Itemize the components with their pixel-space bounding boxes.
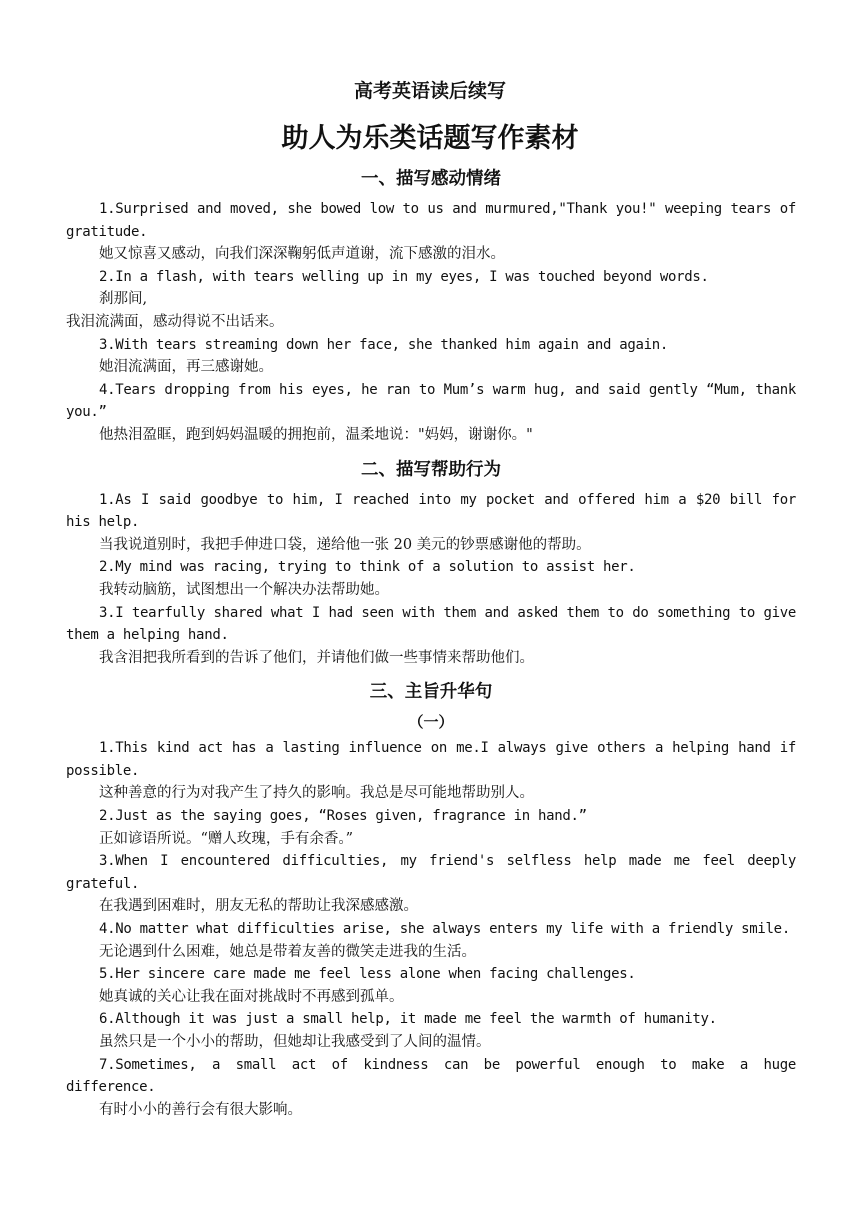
english-sentence: 2.In a flash, with tears welling up in my eyes, I was touched beyond words. [99, 268, 709, 285]
english-sentence: 3.When I encountered difficulties, my friend's selfless help made me feel deeply grateful. [66, 853, 796, 892]
english-sentence: 1.Surprised and moved, she bowed low to us and murmured,"Thank you!" weeping tears of gratitude. [66, 201, 796, 240]
chinese-translation: 他热泪盈眶，跑到妈妈温暖的拥抱前，温柔地说："妈妈，谢谢你。" [99, 426, 533, 443]
section-emotion [66, 166, 796, 447]
english-sentence: 5.Her sincere care made me feel less alone when facing challenges. [99, 966, 636, 983]
chinese-translation: 我含泪把我所看到的告诉了他们，并请他们做一些事情来帮助他们。 [99, 649, 534, 666]
chinese-translation: 我转动脑筋，试图想出一个解决办法帮助她。 [99, 581, 389, 598]
english-sentence: 3.With tears streaming down her face, she thanked him again and again. [99, 336, 669, 353]
english-sentence: 4.Tears dropping from his eyes, he ran to Mum’s warm hug, and said gently “Mum, thank you.” [66, 381, 796, 421]
chinese-translation: 虽然只是一个小小的帮助，但她却让我感受到了人间的温情。 [99, 1034, 491, 1050]
document-title: 助人为乐类话题写作素材 [281, 123, 579, 154]
section-theme [66, 679, 796, 1121]
english-sentence: 1.This kind act has a lasting influence on me.I always give others a helping hand if possible. [66, 740, 796, 779]
section-helping [66, 457, 796, 670]
english-sentence: 3.I tearfully shared what I had seen with them and asked them to do something to give them a helping hand. [66, 604, 796, 644]
chinese-translation: 她真诚的关心让我在面对挑战时不再感到孤单。 [99, 988, 404, 1005]
section-heading: 三、主旨升华句 [369, 682, 493, 703]
english-sentence: 1.As I said goodbye to him, I reached into my pocket and offered him a $20 bill for his help. [66, 491, 796, 531]
chinese-translation: 她又惊喜又感动，向我们深深鞠躬低声道谢，流下感激的泪水。 [99, 246, 505, 263]
chinese-translation: 正如谚语所说。“赠人玫瑰，手有余香。” [99, 830, 354, 847]
chinese-translation: 当我说道别时，我把手伸进口袋，递给他一张 20 美元的钞票感谢他的帮助。 [99, 536, 591, 553]
document-subtitle: 高考英语读后续写 [353, 80, 506, 102]
chinese-translation: 她泪流满面，再三感谢她。 [99, 359, 273, 376]
chinese-translation: 无论遇到什么困难，她总是带着友善的微笑走进我的生活。 [99, 943, 476, 960]
subsection-heading: （一） [408, 713, 454, 732]
section-heading: 一、描写感动情绪 [361, 169, 501, 189]
english-sentence: 2.My mind was racing, trying to think of a solution to assist her. [99, 559, 636, 576]
chinese-translation: 我泪流满面，感动得说不出话来。 [66, 313, 284, 330]
english-sentence: 2.Just as the saying goes, “Roses given, fragrance in hand.” [99, 808, 587, 825]
english-sentence: 7.Sometimes, a small act of kindness can be powerful enough to make a huge difference. [66, 1056, 796, 1096]
section-heading: 二、描写帮助行为 [361, 459, 501, 480]
document-body [66, 166, 796, 1121]
chinese-translation: 这种善意的行为对我产生了持久的影响。我总是尽可能地帮助别人。 [99, 785, 534, 802]
chinese-translation: 刹那间, [99, 291, 148, 308]
english-sentence: 6.Although it was just a small help, it made me feel the warmth of humanity. [99, 1011, 717, 1028]
chinese-translation: 有时小小的善行会有很大影响。 [99, 1101, 302, 1118]
chinese-translation: 在我遇到困难时，朋友无私的帮助让我深感感激。 [99, 898, 418, 915]
english-sentence: 4.No matter what difficulties arise, she always enters my life with a friendly smile. [99, 921, 790, 938]
